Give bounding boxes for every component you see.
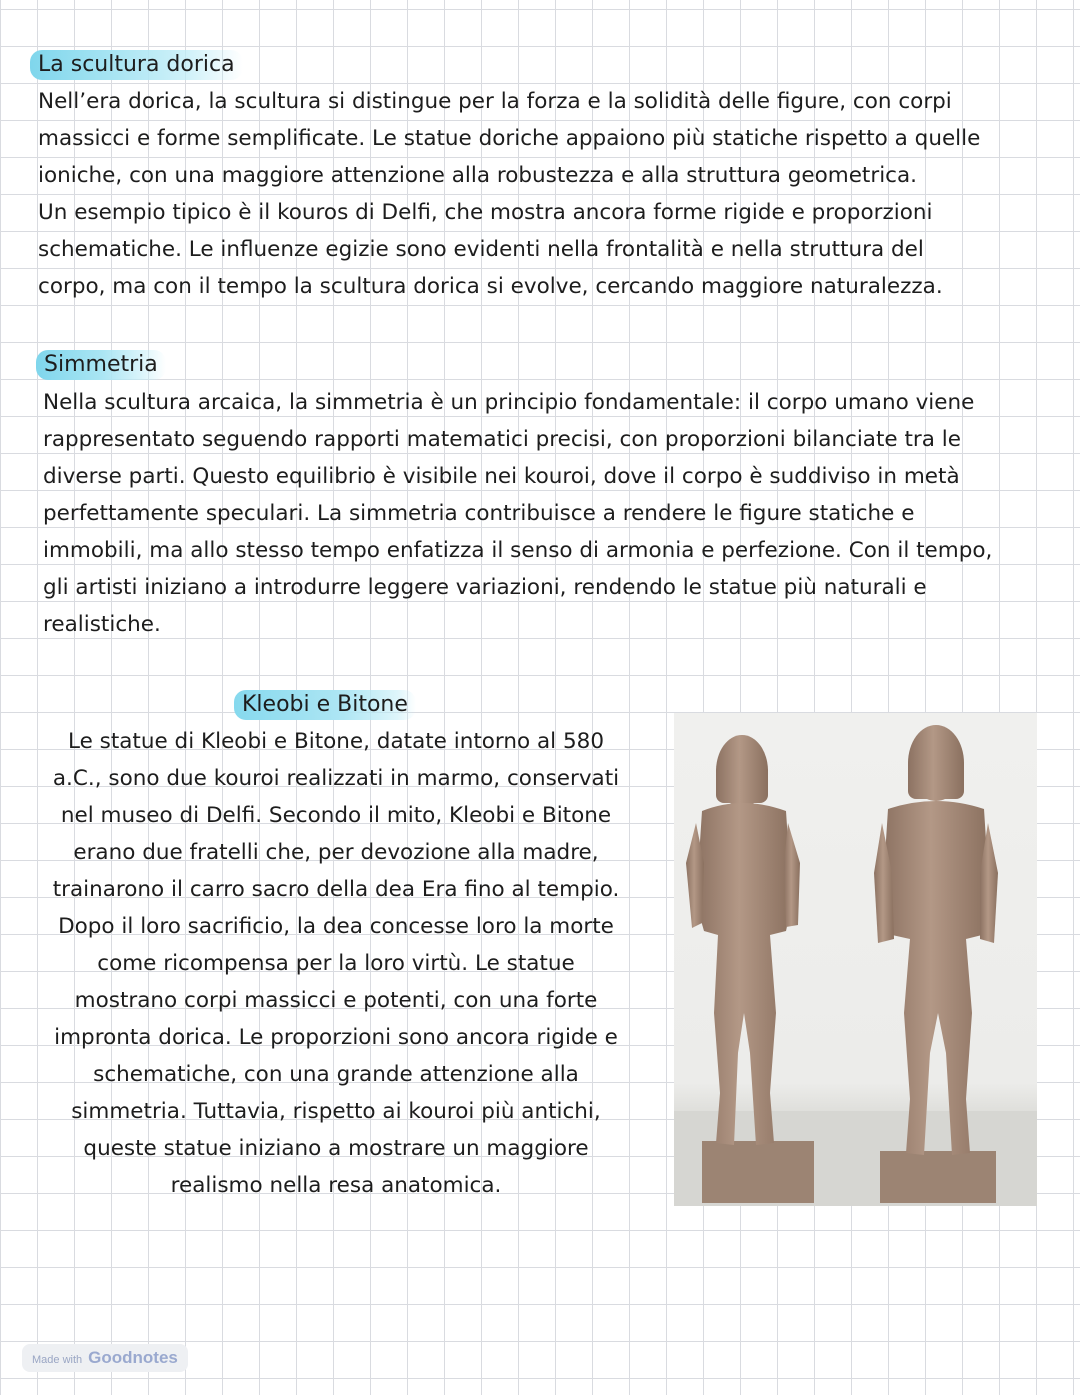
text-line: erano due fratelli che, per devozione alla madre, [73, 840, 599, 865]
kouroi-illustration [674, 713, 1037, 1206]
text-line: immobili, ma allo stesso tempo enfatizza il senso di armonia e perfezione. Con il tempo, [43, 538, 993, 563]
text-line: a.C., sono due kouroi realizzati in marmo, conservati [52, 766, 620, 791]
kleobi-bitone-photo [674, 713, 1037, 1206]
text-line: Dopo il loro sacrificio, la dea concesse loro la morte [58, 914, 614, 939]
section-title-dorica: La scultura dorica [30, 50, 243, 80]
text-line: diverse parti. Questo equilibrio è visibile nei kouroi, dove il corpo è suddiviso in metà [43, 464, 960, 489]
text-line: come ricompensa per la loro virtù. Le statue [97, 951, 575, 976]
text-line: rappresentato seguendo rapporti matematici precisi, con proporzioni bilanciate tra le [43, 427, 961, 452]
text-line: corpo, ma con il tempo la scultura dorica si evolve, cercando maggiore naturalezza. [38, 274, 943, 299]
paragraph-simmetria [43, 384, 992, 643]
text-line: queste statue iniziano a mostrare un maggiore [83, 1136, 589, 1161]
section-title-kleobi: Kleobi e Bitone [234, 690, 416, 720]
text-line: gli artisti iniziano a introdurre leggere variazioni, rendendo le statue più naturali e [43, 575, 927, 600]
watermark-brand: Goodnotes [88, 1348, 178, 1367]
text-line: Le statue di Kleobi e Bitone, datate intorno al 580 [67, 729, 605, 754]
text-line: Nella scultura arcaica, la simmetria è un principio fondamentale: il corpo umano viene [43, 390, 975, 415]
text-line: schematiche, con una grande attenzione alla [93, 1062, 579, 1087]
text-line: impronta dorica. Le proporzioni sono ancora rigide e [54, 1025, 618, 1050]
text-line: simmetria. Tuttavia, rispetto ai kouroi più antichi, [71, 1099, 601, 1124]
text-line: realismo nella resa anatomica. [170, 1173, 502, 1198]
text-line: realistiche. [43, 612, 161, 637]
text-line: nel museo di Delfi. Secondo il mito, Kleobi e Bitone [60, 803, 612, 828]
text-line: Nell’era dorica, la scultura si distingue per la forza e la solidità delle figure, con corpi [38, 89, 952, 114]
paragraph-kleobi [20, 723, 652, 1204]
text-line: trainarono il carro sacro della dea Era fino al tempio. [52, 877, 620, 902]
section-title-simmetria: Simmetria [36, 350, 166, 380]
text-line: schematiche. Le influenze egizie sono evidenti nella frontalità e nella struttura del [38, 237, 924, 262]
goodnotes-watermark [22, 1344, 188, 1372]
text-line: perfettamente speculari. La simmetria contribuisce a rendere le figure statiche e [43, 501, 915, 526]
text-line: massicci e forme semplificate. Le statue doriche appaiono più statiche rispetto a quelle [38, 126, 981, 151]
text-line: Un esempio tipico è il kouros di Delfi, che mostra ancora forme rigide e proporzioni [38, 200, 933, 225]
text-line: mostrano corpi massicci e potenti, con una forte [74, 988, 598, 1013]
paragraph-dorica [38, 83, 980, 305]
text-line: ioniche, con una maggiore attenzione alla robustezza e alla struttura geometrica. [38, 163, 917, 188]
watermark-prefix: Made with [32, 1354, 83, 1366]
